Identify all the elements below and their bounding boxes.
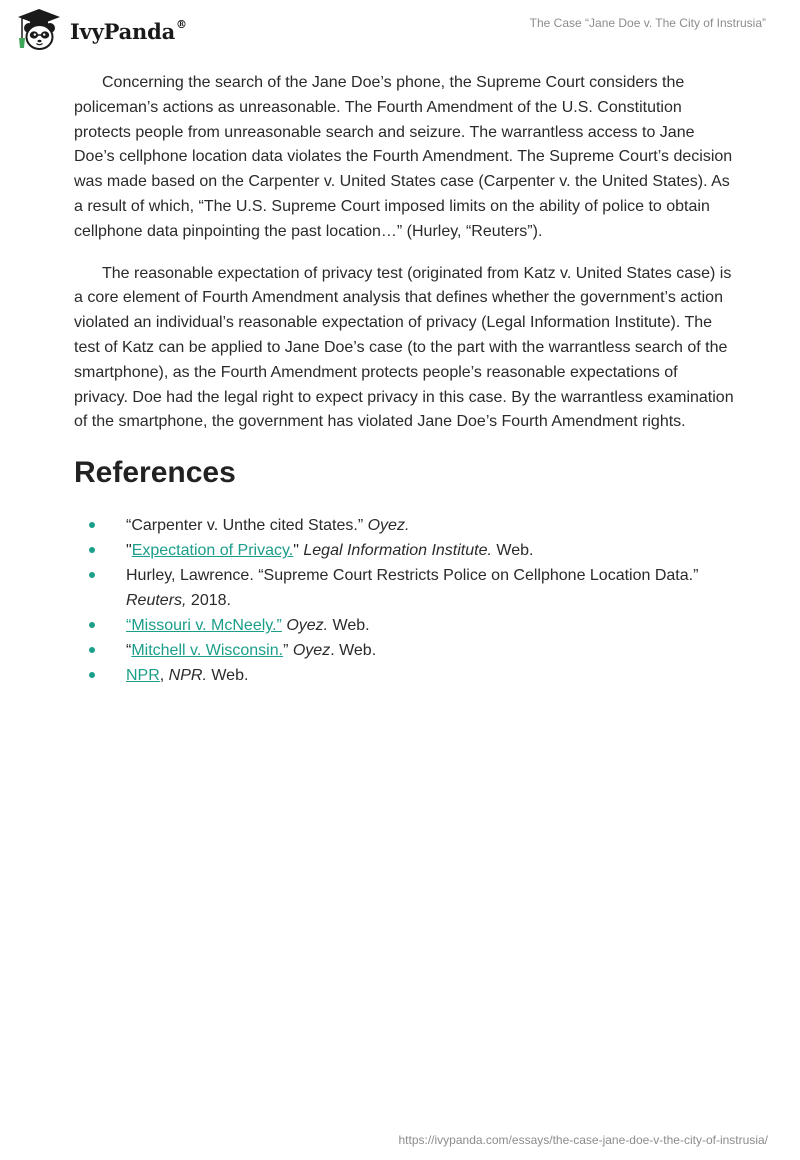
reference-item (74, 638, 734, 663)
reference-source: Legal Information Institute. (303, 542, 492, 560)
bullet-icon (89, 622, 95, 628)
reference-item (74, 513, 734, 538)
reference-link-mitchell-v-wisconsin[interactable]: Mitchell v. Wisconsin. (131, 642, 284, 660)
reference-link-missouri-v-mcneely[interactable]: “Missouri v. McNeely.” (126, 617, 282, 635)
document-title: The Case “Jane Doe v. The City of Instrusia” (529, 16, 766, 30)
reference-link-npr[interactable]: NPR (126, 667, 160, 685)
reference-source: Oyez (292, 642, 331, 660)
reference-source: Reuters, (126, 592, 187, 610)
reference-item (74, 613, 734, 638)
references-heading: References (74, 456, 236, 490)
bullet-icon (89, 547, 95, 553)
bullet-icon (89, 572, 95, 578)
reference-link-expectation-of-privacy[interactable]: Expectation of Privacy. (131, 542, 294, 560)
paragraph-katz: The reasonable expectation of privacy test (originated from Katz v. United States case) is a core element of Fourth Amendment analysis that defines whether the government’s action violated an individual’s reasonable expectation of privacy (Legal Information Institute). The test of Katz can be applied to Jane Doe’s case (to the part with the warrantless search of the smartphone), as the Fourth Amendment protects people’s reasonable expectations of privacy. Doe had the legal right to expect privacy in this case. By the warrantless examination of the smartphone, the government has violated Jane Doe’s Fourth Amendment rights. (74, 264, 734, 431)
registered-mark: ® (176, 17, 187, 31)
references-list (74, 513, 734, 688)
essay-content (74, 71, 734, 688)
footer-url[interactable]: https://ivypanda.com/essays/the-case-jane-doe-v-the-city-of-instrusia/ (398, 1133, 768, 1147)
reference-item (74, 663, 734, 688)
reference-text: “ (126, 642, 132, 660)
reference-text: . Web. (330, 642, 377, 660)
reference-source: NPR. (168, 667, 207, 685)
bullet-icon (89, 522, 95, 528)
reference-source: Oyez. (286, 617, 329, 635)
page-header (0, 0, 800, 64)
reference-text: , (159, 667, 169, 685)
logo-wordmark (70, 19, 187, 44)
reference-item (74, 563, 734, 613)
reference-source: Oyez. (367, 517, 410, 535)
reference-text: " (293, 542, 304, 560)
bullet-icon (89, 672, 95, 678)
reference-text: Web. (206, 667, 249, 685)
reference-text: “Carpenter v. Unthe cited States.” (126, 517, 368, 535)
reference-item (74, 538, 734, 563)
ivypanda-logo[interactable] (14, 8, 187, 54)
bullet-icon (89, 647, 95, 653)
reference-text: 2018. (186, 592, 231, 610)
reference-text: " (126, 542, 132, 560)
paragraph-carpenter: Concerning the search of the Jane Doe’s phone, the Supreme Court considers the policeman’s actions as unreasonable. The Fourth Amendment of the U.S. Constitution protects people from unreasonable search and seizure. The warrantless access to Jane Doe’s cellphone location data violates the Fourth Amendment. The Supreme Court’s decision was made based on the Carpenter v. United States case (Carpenter v. the United States). As a result of which, “The U.S. Supreme Court imposed limits on the ability of police to obtain cellphone data pinpointing the past location…” (Hurley, “Reuters”). (74, 74, 733, 240)
logo-text: IvyPanda (70, 18, 176, 44)
reference-text: Web. (491, 542, 534, 560)
panda-graduate-icon (14, 8, 64, 54)
reference-text: Hurley, Lawrence. “Supreme Court Restricts Police on Cellphone Location Data.” (126, 567, 699, 585)
reference-text: ” (283, 642, 293, 660)
reference-text: Web. (328, 617, 370, 635)
